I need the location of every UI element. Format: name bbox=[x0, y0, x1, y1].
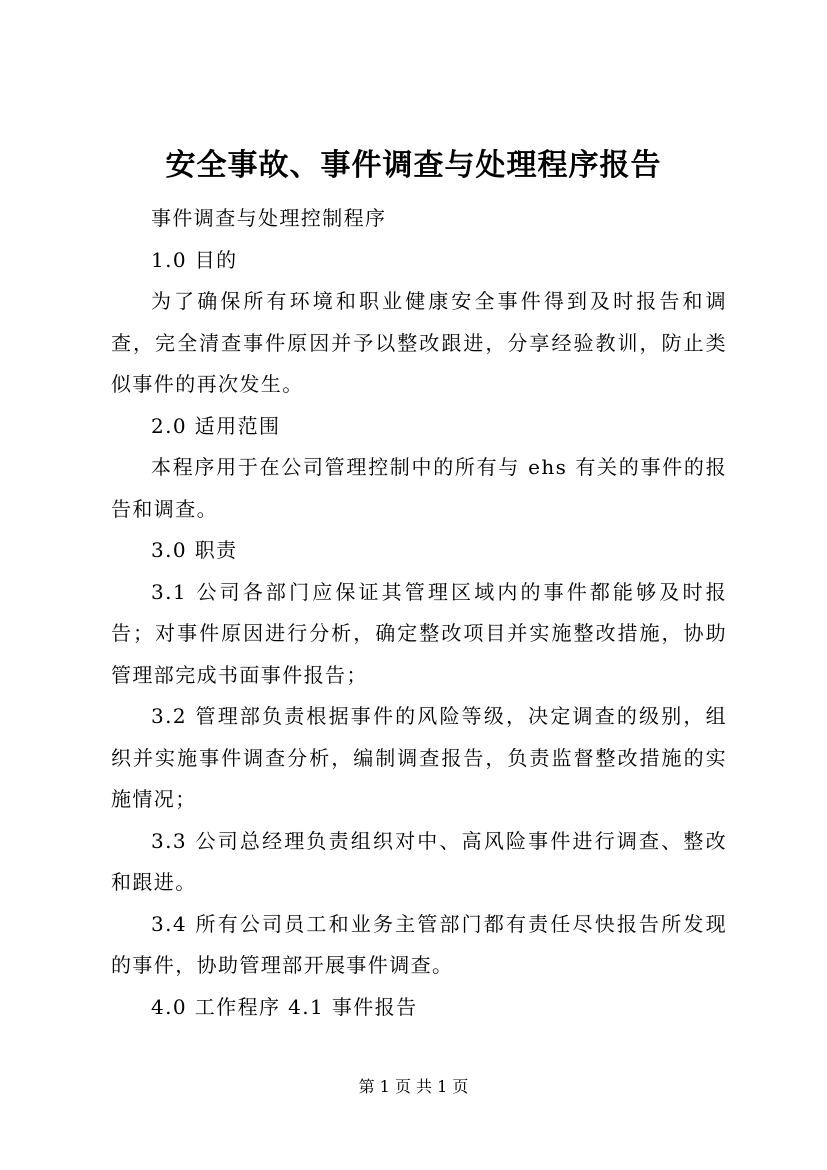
document-title: 安全事故、事件调查与处理程序报告 bbox=[165, 148, 662, 183]
paragraph-responsibility-3-1: 3.1 公司各部门应保证其管理区域内的事件都能够及时报告；对事件原因进行分析，确定整改项目并实施整改措施，协助管理部完成书面事件报告； bbox=[111, 579, 727, 687]
paragraph-responsibility-3-3: 3.3 公司总经理负责组织对中、高风险事件进行调查、整改和跟进。 bbox=[111, 828, 727, 894]
section-heading-purpose: 1.0 目的 bbox=[151, 247, 238, 272]
section-heading-responsibilities: 3.0 职责 bbox=[151, 538, 238, 562]
paragraph-responsibility-3-4: 3.4 所有公司员工和业务主管部门都有责任尽快报告所发现的事件，协助管理部开展事件调查。 bbox=[111, 911, 727, 977]
section-heading-procedure: 4.0 工作程序 4.1 事件报告 bbox=[151, 994, 418, 1019]
section-heading-scope: 2.0 适用范围 bbox=[151, 413, 281, 438]
paragraph-subtitle: 事件调查与处理控制程序 bbox=[151, 206, 387, 230]
page-number-footer: 第 1 页 共 1 页 bbox=[358, 1077, 469, 1096]
paragraph-scope: 本程序用于在公司管理控制中的所有与 ehs 有关的事件的报告和调查。 bbox=[111, 455, 727, 521]
paragraph-responsibility-3-2: 3.2 管理部负责根据事件的风险等级，决定调查的级别，组织并实施事件调查分析，编制调查报告，负责监督整改措施的实施情况； bbox=[111, 704, 727, 811]
paragraph-purpose: 为了确保所有环境和职业健康安全事件得到及时报告和调查，完全清查事件原因并予以整改跟进，分享经验教训，防止类似事件的再次发生。 bbox=[111, 289, 727, 396]
document-body bbox=[111, 198, 727, 1028]
